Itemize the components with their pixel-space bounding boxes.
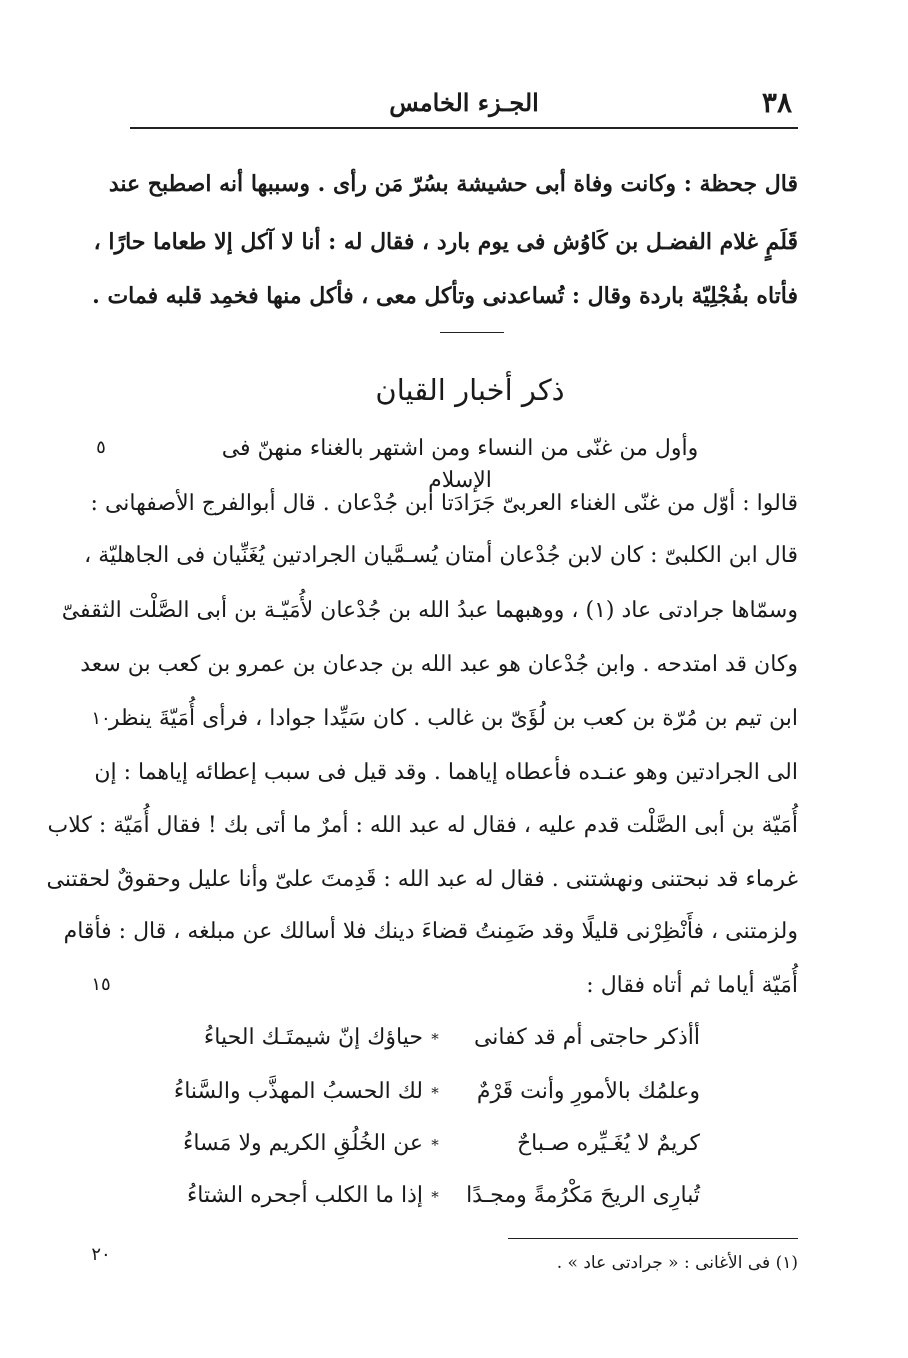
body-line: ابن تيم بن مُرّة بن كعب بن لُؤَىّ بن غالب . كان سَيِّدا جوادا ، فرأى أُمَيّةَ ينظر: [108, 706, 798, 731]
body-line: قالوا : أوّل من غنّى الغناء العربىّ جَرَادَتا ابن جُدْعان . قال أبوالفرج الأصفهانى :: [90, 491, 798, 516]
running-title: الجـزء الخامس: [389, 88, 539, 117]
intro-line: قَلَمٍ غلام الفضـل بن كَاوُش فى يوم بارد ، فقال له : أنا لا آكل إلا طعاما حارًا ،: [93, 229, 798, 255]
body-line: الى الجرادتين وهو عنـده فأعطاه إياهما . وقد قيل فى سبب إعطائه إياهما : إن: [94, 760, 798, 785]
line-number-marker: ١٥: [91, 974, 111, 995]
body-line: غرماء قد نبحتنى ونهشتنى . فقال له عبد الله : قَدِمتَ علىّ وأنا عليل وحقوقٌ لحقتنى: [46, 867, 798, 892]
verse-separator: *: [431, 1188, 439, 1206]
body-line: ولزمتنى ، فأَنْظِرْنى قليلًا وقد ضَمِنتُ قضاءَ دينك فلا أسالك عن مبلغه ، قال : فأقام: [63, 919, 798, 944]
verse-hemistich-first: تُبارِى الريحَ مَكْرُمةً ومجـدًا: [466, 1183, 700, 1208]
body-line: قال ابن الكلبىّ : كان لابن جُدْعان أمتان يُسـمَّيان الجرادتين يُغَنِّيان فى الجاهليّة ،: [84, 543, 798, 568]
line-number-marker: ٥: [96, 437, 106, 458]
verse-separator: *: [431, 1136, 439, 1154]
section-subheading: وأول من غنّى من النساء ومن اشتهر بالغناء منهنّ فى الإسلام: [221, 436, 699, 493]
verse-hemistich-first: كريمٌ لا يُغَـيِّره صـباحٌ: [516, 1131, 700, 1156]
body-line: وكان قد امتدحه . وابن جُدْعان هو عبد الله بن جدعان بن عمرو بن كعب بن سعد: [80, 652, 798, 677]
header-rule: [130, 127, 798, 129]
verse-separator: *: [431, 1084, 439, 1102]
verse-hemistich-second: حياؤك إنّ شيمتَـك الحياءُ: [203, 1025, 423, 1050]
section-heading: ذكر أخبار القيان: [375, 373, 565, 407]
page-number: ٣٨: [761, 86, 792, 119]
footnote-rule: [508, 1238, 798, 1239]
intro-line: فأتاه بفُجْلِيّة باردة وقال : تُساعدنى وتأكل معى ، فأكل منها فخمِد قلبه فمات .: [92, 283, 798, 309]
verse-hemistich-second: إذا ما الكلب أجحره الشتاءُ: [186, 1183, 423, 1208]
verse-separator: *: [431, 1030, 439, 1048]
section-separator: [440, 332, 504, 333]
line-number-marker: ١٠: [91, 708, 111, 729]
verse-hemistich-second: لك الحسبُ المهذَّب والسَّناءُ: [173, 1079, 423, 1104]
verse-hemistich-second: عن الخُلُقِ الكريم ولا مَساءُ: [183, 1131, 423, 1156]
line-number-marker: ٢٠: [91, 1244, 111, 1265]
page-header: [130, 86, 798, 126]
verse-hemistich-first: وعلمُك بالأمورِ وأنت قَرْمٌ: [476, 1079, 700, 1104]
body-line: أُمَيّة أياما ثم أتاه فقال :: [586, 973, 798, 998]
intro-line: قال جحظة : وكانت وفاة أبى حشيشة بسُرّ مَن رأى . وسببها أنه اصطبح عند: [108, 171, 798, 197]
body-line: وسمّاها جرادتى عاد (١) ، ووهبهما عبدُ الله بن جُدْعان لأُمَيّـة بن أبى الصَّلْت الثقفىّ: [61, 598, 798, 623]
body-line: أُمَيّة بن أبى الصَّلْت قدم عليه ، فقال له عبد الله : أمرٌ ما أتى بك ! فقال أُمَيّة : كلاب: [47, 813, 798, 838]
footnote: (١) فى الأغانى : « جرادتى عاد » .: [556, 1253, 798, 1273]
verse-hemistich-first: أأذكر حاجتى أم قد كفانى: [473, 1025, 700, 1050]
